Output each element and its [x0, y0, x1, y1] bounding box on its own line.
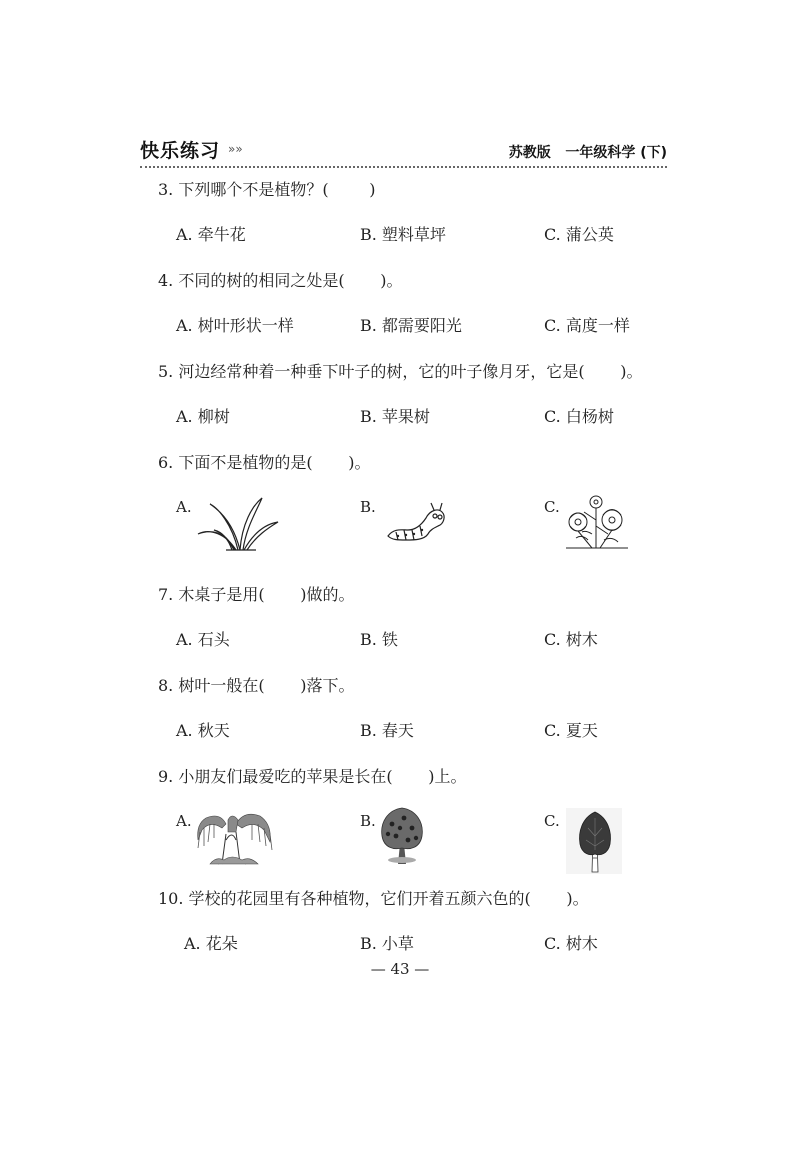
page-number: — 43 —: [370, 960, 430, 978]
option-3b[interactable]: B. 塑料草坪: [360, 225, 446, 244]
option-6a-label[interactable]: A.: [176, 498, 192, 516]
section-title: 快乐练习: [140, 140, 221, 162]
option-9c-label[interactable]: C.: [544, 812, 560, 830]
question-5: 5. 河边经常种着一种垂下叶子的树，它的叶子像月牙，它是( )。: [158, 362, 643, 381]
question-7: 7. 木桌子是用( )做的。: [158, 585, 355, 604]
option-5c[interactable]: C. 白杨树: [544, 407, 614, 426]
option-8a[interactable]: A. 秋天: [176, 721, 230, 740]
option-4a[interactable]: A. 树叶形状一样: [176, 316, 294, 335]
option-10b[interactable]: B. 小草: [360, 934, 414, 953]
option-6b-label[interactable]: B.: [360, 498, 376, 516]
flower-plant-icon[interactable]: [562, 490, 632, 552]
option-7c[interactable]: C. 树木: [544, 630, 598, 649]
option-8b[interactable]: B. 春天: [360, 721, 414, 740]
question-9: 9. 小朋友们最爱吃的苹果是长在( )上。: [158, 767, 467, 786]
question-6: 6. 下面不是植物的是( )。: [158, 453, 371, 472]
question-3: 3. 下列哪个不是植物？( ): [158, 180, 376, 199]
poplar-tree-icon[interactable]: [566, 808, 622, 874]
option-8c[interactable]: C. 夏天: [544, 721, 598, 740]
option-6c-label[interactable]: C.: [544, 498, 560, 516]
option-9a-label[interactable]: A.: [176, 812, 192, 830]
willow-tree-icon[interactable]: [192, 810, 276, 866]
grass-plant-icon[interactable]: [196, 494, 280, 552]
option-3c[interactable]: C. 蒲公英: [544, 225, 614, 244]
option-3a[interactable]: A. 牵牛花: [176, 225, 246, 244]
option-7a[interactable]: A. 石头: [176, 630, 230, 649]
question-4: 4. 不同的树的相同之处是( )。: [158, 271, 403, 290]
caterpillar-icon[interactable]: [384, 500, 448, 544]
option-10c[interactable]: C. 树木: [544, 934, 598, 953]
question-10: 10. 学校的花园里有各种植物，它们开着五颜六色的( )。: [158, 889, 589, 908]
question-8: 8. 树叶一般在( )落下。: [158, 676, 355, 695]
page-header: [140, 136, 667, 172]
option-9b-label[interactable]: B.: [360, 812, 376, 830]
option-4b[interactable]: B. 都需要阳光: [360, 316, 462, 335]
option-5a[interactable]: A. 柳树: [176, 407, 230, 426]
apple-tree-icon[interactable]: [378, 806, 426, 866]
header-divider: [140, 166, 667, 168]
option-5b[interactable]: B. 苹果树: [360, 407, 430, 426]
option-4c[interactable]: C. 高度一样: [544, 316, 630, 335]
option-10a[interactable]: A. 花朵: [184, 934, 238, 953]
option-7b[interactable]: B. 铁: [360, 630, 398, 649]
book-edition: 苏教版 一年级科学 (下): [508, 145, 667, 161]
chevron-arrows-icon: »»: [228, 142, 243, 156]
